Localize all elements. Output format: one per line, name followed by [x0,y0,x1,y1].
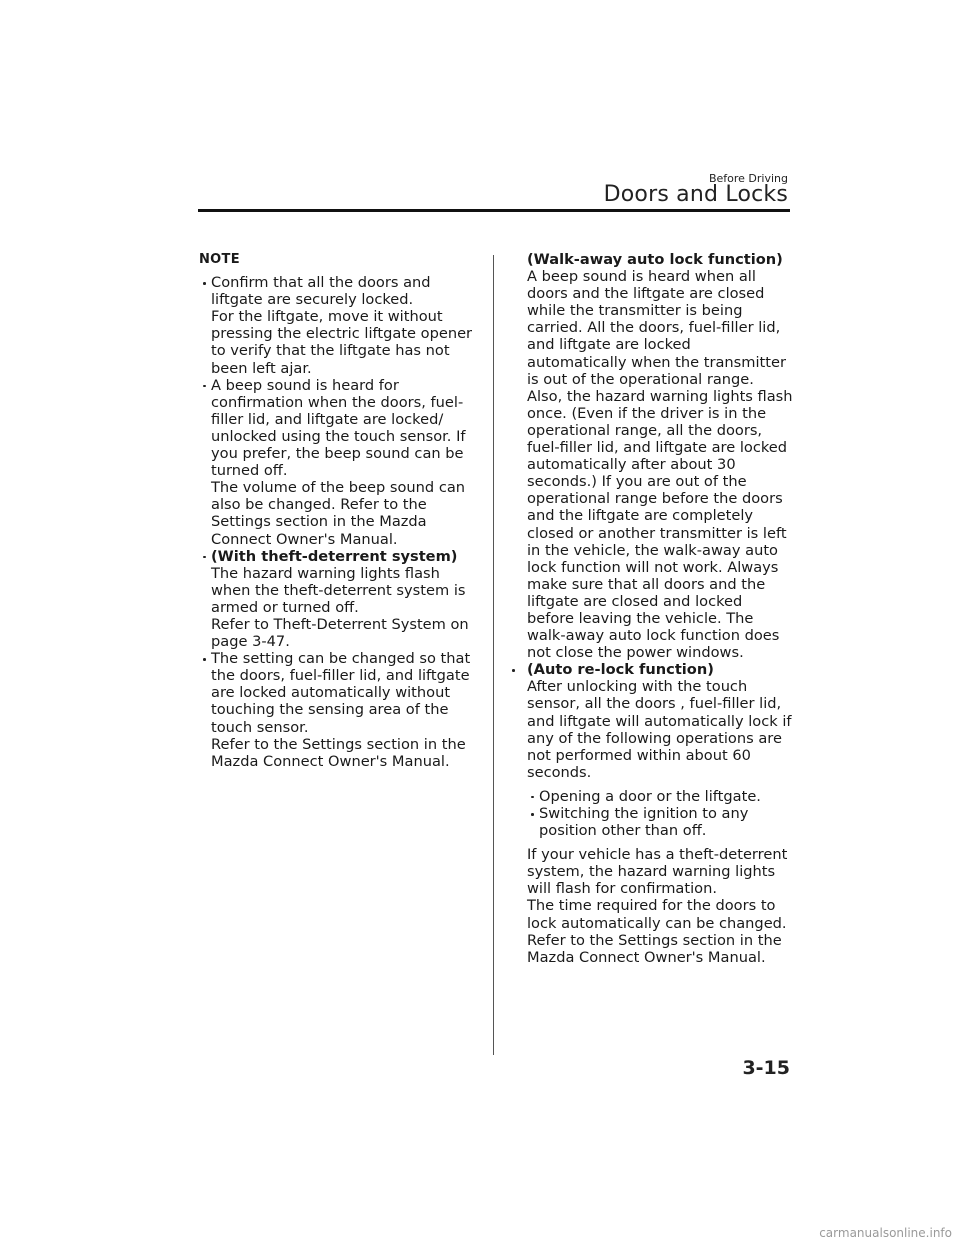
note-text: For the liftgate, move it without pressing the electric liftgate opener to verify that the liftgate has not been left ajar. [211,308,473,377]
walkaway-text: A beep sound is heard when all doors and the liftgate are closed while the transmitter is being carried. All the doors, fuel-filler lid, and liftgate are locked automatically when the transmitter is out of the operational range. Also, the hazard warning lights flash once. (Even if the driver is in the operational range, all the doors, fuel-filler lid, and liftgate are locked automatically after about 30 seconds.) If you are out of the operational range before the doors and the liftgate are completely closed or another transmitter is left in the vehicle, the walk-away auto lock function will not work. Always make sure that all doors and the liftgate are closed and locked before leaving the vehicle. The walk-away auto lock function does not close the power windows. [527,268,793,662]
left-column [199,251,481,770]
note-text: The hazard warning lights flash when the theft-deterrent system is armed or turned off. [211,564,466,616]
note-text: Refer to Theft-Deterrent System on page 3-47. [211,615,469,651]
relock-subitem: Switching the ignition to any position other than off. [527,805,793,839]
relock-after [508,846,793,966]
walkaway-block [508,251,793,661]
relock-subitem: Opening a door or the liftgate. [527,788,793,805]
note-text: The setting can be changed so that the doors, fuel-filler lid, and liftgate are locked automatically without touching the sensing area of the touch sensor. [211,650,471,736]
note-item-2 [199,377,481,548]
note-item-3 [199,548,481,651]
walkaway-heading: (Walk-away auto lock function) [527,251,783,268]
note-heading: (With theft-deterrent system) [211,547,458,565]
note-title: NOTE [199,252,240,267]
note-text: Confirm that all the doors and liftgate are securely locked. [211,274,431,309]
note-text: A beep sound is heard for confirmation when the doors, fuel-filler lid, and liftgate are locked/ unlocked using the touch sensor. If you prefer, the beep sound can be turned off. [211,376,466,480]
note-list [199,274,481,770]
watermark-text: carmanualsonline.info [819,1226,952,1240]
relock-heading: (Auto re-lock function) [527,661,714,679]
note-text: The volume of the beep sound can also be changed. Refer to the Settings section in the Mazda Connect Owner's Manual. [211,479,466,548]
section-title: Before Driving [708,172,788,185]
note-item-1 [199,274,481,377]
relock-after-text: The time required for the doors to lock automatically can be changed. Refer to the Settings section in the Mazda Connect Owner's Manual. [527,897,787,966]
note-item-4 [199,650,481,770]
chapter-title: Doors and Locks [603,182,788,207]
relock-sublist [527,788,793,839]
header-rule [198,209,790,212]
relock-after-text: If your vehicle has a theft-deterrent system, the hazard warning lights will flash for confirmation. [527,846,788,898]
note-text: Refer to the Settings section in the Mazda Connect Owner's Manual. [211,735,466,770]
right-column [508,251,793,966]
relock-item [508,661,793,781]
page-number: 3-15 [742,1057,790,1079]
relock-text: After unlocking with the touch sensor, all the doors , fuel-filler lid, and liftgate will automatically lock if any of the following operations are not performed within about 60 seconds. [527,678,792,781]
column-divider [493,255,494,1055]
relock-list [508,661,793,781]
